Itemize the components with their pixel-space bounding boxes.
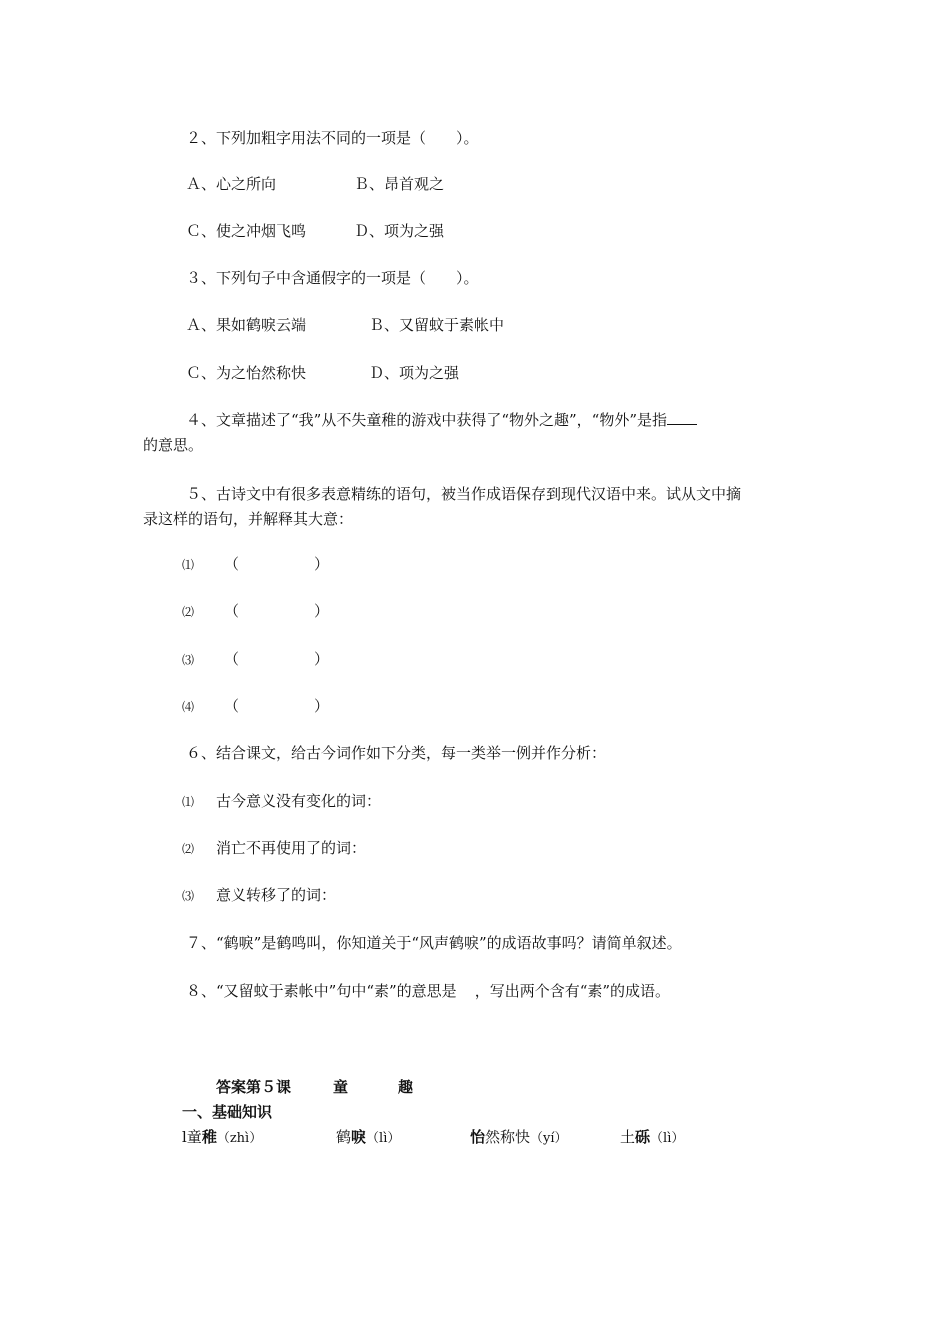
q3-option-d: Ｄ、项为之强	[369, 364, 460, 382]
q5-item	[182, 695, 330, 718]
answer-prefix: 鹤	[336, 1128, 352, 1146]
q3-option-a: Ａ、果如鹤唳云端	[186, 316, 307, 334]
item-number: ⑶	[182, 889, 195, 903]
answer-title-char-1: 童	[333, 1078, 349, 1096]
answer-bold-char: 唳	[351, 1128, 367, 1146]
q3-option-c: Ｃ、为之怡然称快	[186, 364, 307, 382]
item-number: ⑵	[182, 605, 195, 619]
answer-bold-char: 怡	[470, 1128, 486, 1146]
item-number: ⑴	[182, 795, 195, 809]
answer-bold-char: 砾	[635, 1128, 651, 1146]
q3-option-b: Ｂ、又留蚊于素帐中	[369, 316, 505, 334]
item-number: ⑴	[182, 558, 195, 572]
answer-blank[interactable]	[667, 410, 697, 425]
item-number: ⑶	[182, 653, 195, 667]
answer-prefix: 土	[620, 1128, 636, 1146]
answer-item	[470, 1126, 568, 1150]
item-text: 消亡不再使用了的词：	[216, 839, 367, 857]
open-paren: （	[224, 602, 240, 620]
close-paren: ）	[314, 650, 330, 668]
answer-pinyin: （lì）	[366, 1131, 401, 1146]
q2-option-b: Ｂ、昂首观之	[354, 175, 445, 193]
answer-pinyin: （lì）	[650, 1131, 685, 1146]
answer-title: 答案第５课	[216, 1078, 292, 1096]
answer-prefix: l童	[182, 1128, 202, 1146]
q4-line-1	[186, 409, 697, 431]
answer-pinyin: （yí）	[530, 1131, 568, 1146]
answer-item	[620, 1126, 684, 1150]
q5-line-2: 录这样的语句，并解释其大意：	[143, 510, 354, 528]
q2-option-d: Ｄ、项为之强	[354, 222, 445, 240]
open-paren: （	[224, 697, 240, 715]
q2-option-c: Ｃ、使之冲烟飞鸣	[186, 222, 307, 240]
q8-part-2: ，写出两个含有“素”的成语。	[474, 982, 671, 1000]
q6-item	[182, 790, 382, 813]
q5-item	[182, 553, 330, 576]
q7-text: ７、“鹤唳”是鹤鸣叫，你知道关于“风声鹤唳”的成语故事吗？请简单叙述。	[186, 934, 682, 952]
q3-stem: ３、下列句子中含通假字的一项是（ ）。	[186, 269, 479, 287]
open-paren: （	[224, 555, 240, 573]
q6-item	[182, 884, 337, 907]
close-paren: ）	[314, 697, 330, 715]
section-heading: 一、基础知识	[182, 1103, 273, 1121]
q5-item	[182, 648, 330, 671]
q2-stem: ２、下列加粗字用法不同的一项是（ ）。	[186, 129, 479, 147]
q4-line-2: 的意思。	[143, 436, 204, 454]
answer-item	[336, 1126, 400, 1150]
item-text: 意义转移了的词：	[216, 886, 337, 904]
q5-item	[182, 600, 330, 623]
answer-pinyin: （zhì）	[216, 1131, 263, 1146]
close-paren: ）	[314, 555, 330, 573]
answer-suffix: 然称快	[485, 1128, 531, 1146]
q5-line-1: ５、古诗文中有很多表意精练的语句，被当作成语保存到现代汉语中来。试从文中摘	[186, 485, 742, 503]
item-number: ⑵	[182, 842, 195, 856]
q8-part-1: ８、“又留蚊于素帐中”句中“素”的意思是	[186, 982, 457, 1000]
q8-line	[186, 980, 670, 1002]
q2-option-a: Ａ、心之所向	[186, 175, 277, 193]
item-text: 古今意义没有变化的词：	[216, 792, 382, 810]
answer-title-char-2: 趣	[398, 1078, 414, 1096]
close-paren: ）	[314, 602, 330, 620]
q6-stem: ６、结合课文，给古今词作如下分类，每一类举一例并作分析：	[186, 744, 607, 762]
q6-item	[182, 837, 367, 860]
answer-item	[182, 1126, 262, 1150]
open-paren: （	[224, 650, 240, 668]
q4-text: ４、文章描述了“我”从不失童稚的游戏中获得了“物外之趣”，“物外”是指	[186, 411, 668, 429]
answer-bold-char: 稚	[201, 1128, 217, 1146]
item-number: ⑷	[182, 700, 195, 714]
